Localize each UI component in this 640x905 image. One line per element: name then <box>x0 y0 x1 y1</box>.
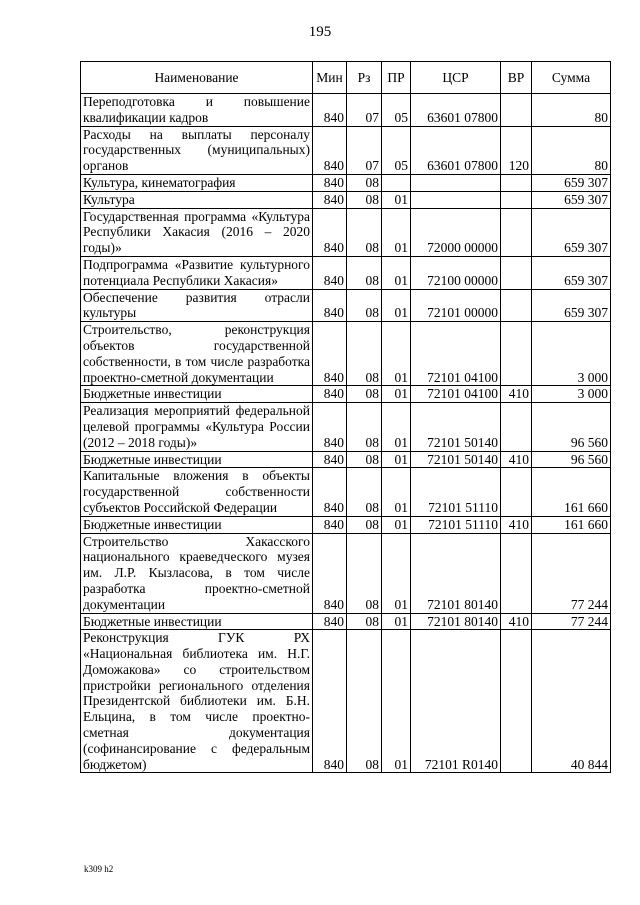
cell-name: Государственная программа «Культура Республики Хакасия (2016 – 2020 годы)» <box>81 208 313 256</box>
budget-table <box>80 61 611 773</box>
cell-vr <box>501 256 532 289</box>
cell-vr <box>501 191 532 208</box>
cell-sum: 77 244 <box>532 533 611 613</box>
cell-csr: 63601 07800 <box>411 126 501 174</box>
cell-sum: 96 560 <box>532 403 611 451</box>
cell-vr: 410 <box>501 613 532 630</box>
cell-pr: 01 <box>382 468 411 516</box>
cell-rz: 08 <box>347 533 382 613</box>
cell-pr: 01 <box>382 289 411 322</box>
cell-sum: 80 <box>532 126 611 174</box>
cell-min: 840 <box>313 630 347 773</box>
cell-name: Переподготовка и повышение квалификации кадров <box>81 94 313 127</box>
cell-vr: 410 <box>501 386 532 403</box>
cell-sum: 80 <box>532 94 611 127</box>
cell-vr <box>501 289 532 322</box>
cell-rz: 08 <box>347 174 382 191</box>
cell-vr <box>501 322 532 386</box>
cell-pr: 01 <box>382 630 411 773</box>
cell-sum: 3 000 <box>532 322 611 386</box>
cell-pr: 05 <box>382 126 411 174</box>
cell-min: 840 <box>313 94 347 127</box>
cell-vr <box>501 533 532 613</box>
cell-sum: 659 307 <box>532 256 611 289</box>
cell-rz: 08 <box>347 451 382 468</box>
cell-rz: 07 <box>347 126 382 174</box>
cell-name: Бюджетные инвестиции <box>81 613 313 630</box>
table-row <box>81 630 611 773</box>
cell-min: 840 <box>313 174 347 191</box>
header-rz: Рз <box>347 62 382 94</box>
header-min: Мин <box>313 62 347 94</box>
table-row <box>81 191 611 208</box>
cell-rz: 08 <box>347 322 382 386</box>
cell-sum: 40 844 <box>532 630 611 773</box>
table-row <box>81 386 611 403</box>
cell-name: Реализация мероприятий федеральной целевой программы «Культура России (2012 – 2018 годы)» <box>81 403 313 451</box>
cell-pr: 01 <box>382 191 411 208</box>
cell-name: Реконструкция ГУК РХ «Национальная библиотека им. Н.Г. Доможакова» со строительством пристройки регионального отделения Президентской библиотеки им. Б.Н. Ельцина, в том числе проектно-сметная документация (софинансирование с федеральным бюджетом) <box>81 630 313 773</box>
cell-rz: 08 <box>347 191 382 208</box>
cell-csr: 72101 80140 <box>411 613 501 630</box>
cell-name: Расходы на выплаты персоналу государственных (муниципальных) органов <box>81 126 313 174</box>
header-vr: ВР <box>501 62 532 94</box>
cell-sum: 659 307 <box>532 191 611 208</box>
cell-sum: 161 660 <box>532 516 611 533</box>
cell-sum: 659 307 <box>532 174 611 191</box>
cell-vr <box>501 403 532 451</box>
cell-min: 840 <box>313 191 347 208</box>
cell-csr: 72101 04100 <box>411 386 501 403</box>
cell-min: 840 <box>313 533 347 613</box>
cell-name: Строительство Хакасского национального краеведческого музея им. Л.Р. Кызласова, в том числе разработка проектно-сметной документации <box>81 533 313 613</box>
cell-pr: 01 <box>382 256 411 289</box>
cell-vr <box>501 94 532 127</box>
cell-pr: 01 <box>382 613 411 630</box>
cell-name: Культура, кинематография <box>81 174 313 191</box>
table-row <box>81 322 611 386</box>
cell-sum: 659 307 <box>532 208 611 256</box>
cell-pr: 01 <box>382 533 411 613</box>
cell-pr: 01 <box>382 403 411 451</box>
cell-csr: 72101 51110 <box>411 468 501 516</box>
cell-name: Бюджетные инвестиции <box>81 386 313 403</box>
cell-csr: 72101 50140 <box>411 403 501 451</box>
cell-vr <box>501 468 532 516</box>
cell-min: 840 <box>313 322 347 386</box>
cell-sum: 659 307 <box>532 289 611 322</box>
cell-rz: 08 <box>347 613 382 630</box>
cell-min: 840 <box>313 208 347 256</box>
cell-vr <box>501 208 532 256</box>
cell-vr: 410 <box>501 516 532 533</box>
footer-code: k309 h2 <box>84 864 114 874</box>
cell-csr: 72101 51110 <box>411 516 501 533</box>
table-row <box>81 451 611 468</box>
table-row <box>81 256 611 289</box>
cell-rz: 08 <box>347 208 382 256</box>
table-row <box>81 403 611 451</box>
cell-min: 840 <box>313 451 347 468</box>
cell-sum: 3 000 <box>532 386 611 403</box>
header-sum: Сумма <box>532 62 611 94</box>
cell-min: 840 <box>313 386 347 403</box>
cell-csr: 72101 R0140 <box>411 630 501 773</box>
cell-pr: 01 <box>382 516 411 533</box>
cell-csr <box>411 191 501 208</box>
cell-name: Бюджетные инвестиции <box>81 516 313 533</box>
cell-vr <box>501 630 532 773</box>
cell-sum: 77 244 <box>532 613 611 630</box>
table-row <box>81 289 611 322</box>
cell-rz: 08 <box>347 289 382 322</box>
cell-min: 840 <box>313 403 347 451</box>
page-number: 195 <box>308 24 332 40</box>
cell-name: Культура <box>81 191 313 208</box>
cell-csr: 72101 80140 <box>411 533 501 613</box>
header-pr: ПР <box>382 62 411 94</box>
cell-min: 840 <box>313 468 347 516</box>
cell-min: 840 <box>313 613 347 630</box>
cell-csr: 72101 04100 <box>411 322 501 386</box>
cell-name: Бюджетные инвестиции <box>81 451 313 468</box>
cell-vr: 120 <box>501 126 532 174</box>
table-row <box>81 533 611 613</box>
cell-sum: 96 560 <box>532 451 611 468</box>
cell-pr: 05 <box>382 94 411 127</box>
cell-vr: 410 <box>501 451 532 468</box>
cell-rz: 08 <box>347 516 382 533</box>
cell-rz: 08 <box>347 386 382 403</box>
table-row <box>81 208 611 256</box>
cell-csr: 72000 00000 <box>411 208 501 256</box>
cell-rz: 08 <box>347 468 382 516</box>
cell-name: Подпрограмма «Развитие культурного потенциала Республики Хакасия» <box>81 256 313 289</box>
cell-sum: 161 660 <box>532 468 611 516</box>
table-row <box>81 613 611 630</box>
cell-vr <box>501 174 532 191</box>
table-row <box>81 468 611 516</box>
header-csr: ЦСР <box>411 62 501 94</box>
cell-min: 840 <box>313 516 347 533</box>
table-row <box>81 516 611 533</box>
cell-name: Обеспечение развития отрасли культуры <box>81 289 313 322</box>
cell-pr: 01 <box>382 386 411 403</box>
cell-rz: 08 <box>347 630 382 773</box>
cell-rz: 08 <box>347 403 382 451</box>
cell-rz: 08 <box>347 256 382 289</box>
cell-pr <box>382 174 411 191</box>
cell-min: 840 <box>313 289 347 322</box>
table-row <box>81 94 611 127</box>
cell-name: Строительство, реконструкция объектов государственной собственности, в том числе разработка проектно-сметной документации <box>81 322 313 386</box>
cell-pr: 01 <box>382 208 411 256</box>
table-header-row <box>81 62 611 94</box>
cell-pr: 01 <box>382 322 411 386</box>
cell-csr: 72101 50140 <box>411 451 501 468</box>
cell-csr: 72100 00000 <box>411 256 501 289</box>
cell-min: 840 <box>313 126 347 174</box>
cell-min: 840 <box>313 256 347 289</box>
header-name: Наименование <box>81 62 313 94</box>
cell-csr: 63601 07800 <box>411 94 501 127</box>
cell-csr <box>411 174 501 191</box>
table-row <box>81 174 611 191</box>
cell-pr: 01 <box>382 451 411 468</box>
cell-name: Капитальные вложения в объекты государственной собственности субъектов Российской Федерации <box>81 468 313 516</box>
cell-csr: 72101 00000 <box>411 289 501 322</box>
table-row <box>81 126 611 174</box>
cell-rz: 07 <box>347 94 382 127</box>
